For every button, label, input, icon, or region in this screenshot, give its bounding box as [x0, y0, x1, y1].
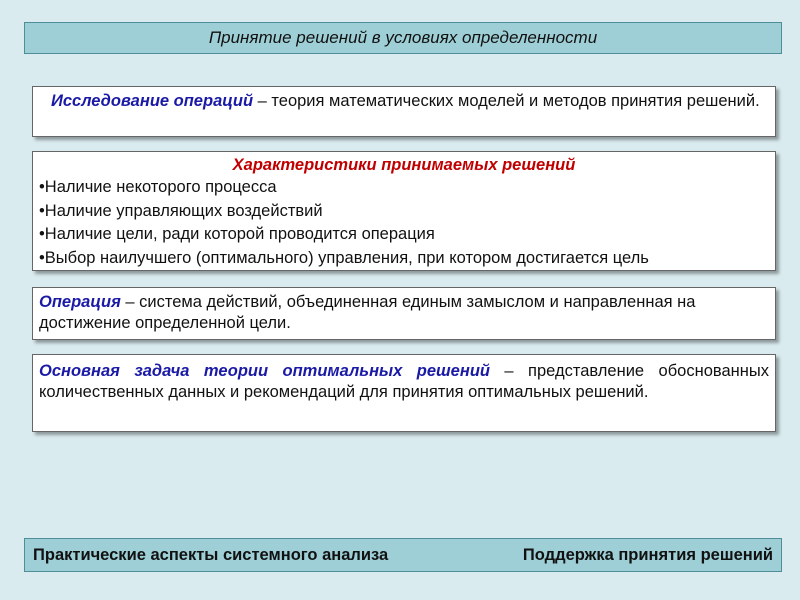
operation-text: – система действий, объединенная единым замыслом и направленная на достижение определенной цели. — [39, 293, 696, 332]
characteristics-heading: Характеристики принимаемых решений — [232, 156, 576, 174]
operation-term: Операция — [39, 293, 121, 311]
characteristics-box — [32, 151, 776, 271]
practical-aspects-link[interactable]: Практические аспекты системного анализа — [33, 545, 389, 564]
research-text: – теория математических моделей и методов принятия решений. — [253, 92, 760, 110]
operation-definition-box — [32, 287, 776, 340]
main-task-definition-box — [32, 354, 776, 432]
list-item: •Выбор наилучшего (оптимального) управления, при котором достигается цель — [39, 248, 649, 267]
decision-support-link[interactable]: Поддержка принятия решений — [522, 545, 773, 564]
list-item: •Наличие некоторого процесса — [39, 178, 277, 196]
main-task-text: – представление обоснованных количественных данных и рекомендаций для принятия оптимальных решений. — [39, 362, 769, 401]
research-indent — [39, 92, 51, 110]
list-item: •Наличие управляющих воздействий — [39, 201, 323, 220]
slide-title: Принятие решений в условиях определенности — [208, 28, 598, 47]
slide-title-bar — [24, 22, 782, 54]
characteristics-list — [39, 176, 769, 270]
footer-nav-bar — [24, 538, 782, 572]
main-task-term: Основная задача теории оптимальных решений — [39, 362, 490, 380]
research-definition-box — [32, 86, 776, 137]
research-term: Исследование операций — [51, 92, 254, 110]
list-item: •Наличие цели, ради которой проводится операция — [39, 225, 435, 243]
